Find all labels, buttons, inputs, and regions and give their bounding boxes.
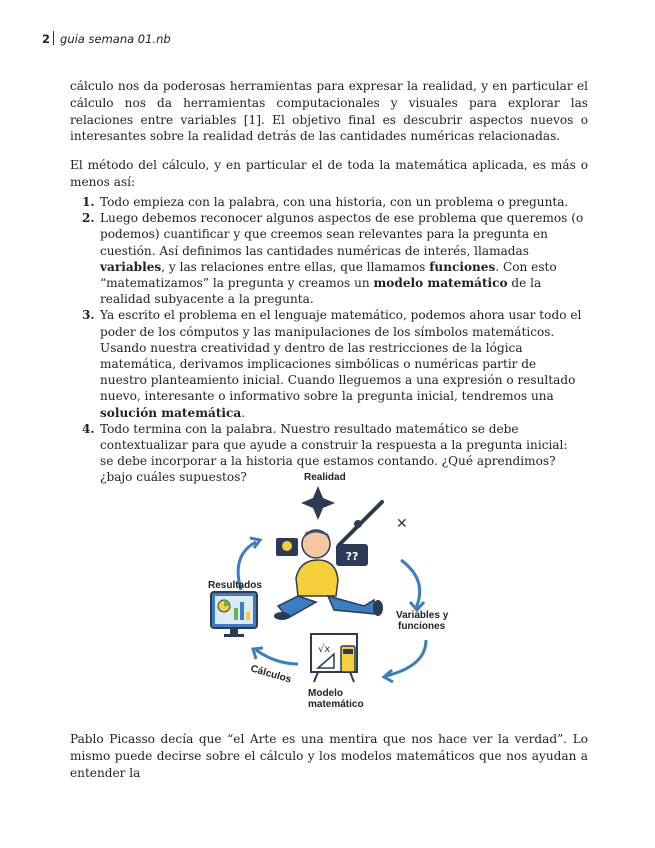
header-divider	[53, 31, 54, 45]
variables-label	[396, 610, 448, 632]
text-run: Ya escrito el problema en el lenguaje matemático, podemos ahora usar todo el poder de los cómputos y las manipulaciones de los símbolos matemáticos. Usando nuestra creatividad y dentro de las restricciones de la lógica matemática, derivamos implicaciones simbólicas o numéricas partir de nuestro planteamiento inicial. Cuando lleguemos a una expresión o resultado nuevo, interesante o informativo sobre la pregunta inicial, tendremos una	[100, 308, 582, 404]
list-item	[70, 307, 584, 420]
method-steps-list	[70, 194, 584, 486]
text-run: Luego debemos reconocer algunos aspectos de ese problema que queremos (o podemos) cuantificar y que creemos sean relevantes para la pregunta en cuestión. Así definimos las cantidades numéricas de interés, llamadas	[100, 211, 584, 258]
variables-label-line-1: Variables y	[396, 610, 449, 621]
person-body-icon	[296, 560, 338, 596]
text-run: . Con esto “matematizamos” la pregunta y creamos un	[100, 259, 557, 291]
bold-term: funciones	[429, 259, 496, 274]
text-run: Todo termina con la palabra. Nuestro resultado matemático se debe contextualizar para que ayude a construir la respuesta a la pregunta inicial: se debe incorporar a la historia que estamos contando. ¿Qué aprendimos? ¿bajo cuáles supuestos?	[100, 421, 568, 485]
list-item	[70, 210, 584, 307]
intro-paragraph-1: cálculo nos da poderosas herramientas para expresar la realidad, y en particular el cálculo nos da herramientas computacionales y visuales para explorar las relaciones entre variables [1]. El objetivo final es descubrir aspectos nuevos o interesantes sobre la realidad detrás de las cantidades numéricas relacionadas.	[70, 79, 588, 144]
text-run: .	[241, 405, 246, 420]
modelo-label-line-2: matemático	[308, 699, 364, 710]
sparkle-dot-icon	[354, 520, 362, 528]
modelo-label-line-1: Modelo	[308, 688, 343, 699]
cycle-arrow-icon	[256, 650, 298, 664]
realidad-label: Realidad	[304, 472, 346, 483]
step-text	[100, 308, 581, 419]
small-sparkle-icon: ✕	[396, 516, 408, 532]
list-item	[70, 194, 584, 210]
math-modeling-cycle-figure	[196, 468, 466, 718]
step-text	[100, 211, 583, 306]
modelo-label	[308, 688, 364, 710]
resultados-label: Resultados	[208, 580, 262, 591]
bold-term: variables	[100, 259, 162, 274]
question-marks-label: ??	[345, 550, 359, 563]
bold-term: modelo matemático	[373, 276, 508, 291]
page-number: 2	[42, 32, 51, 46]
step-number: 2.	[82, 211, 95, 226]
document-file-name: guia semana 01.nb	[60, 32, 171, 46]
step-number: 3.	[82, 308, 95, 323]
variables-label-line-2: funciones	[398, 621, 446, 632]
text-run: Todo empieza con la palabra, con una historia, con un problema o pregunta.	[100, 195, 569, 209]
bold-term: solución matemática	[100, 405, 242, 420]
step-text	[100, 195, 568, 209]
intro-paragraph-2: El método del cálculo, y en particular el de toda la matemática aplicada, es más o menos así:	[70, 158, 588, 189]
page-header	[42, 31, 171, 46]
text-run: de la realidad subyacente a la pregunta.	[100, 276, 542, 307]
person-leg-icon	[328, 596, 376, 614]
step-number: 1.	[82, 195, 95, 209]
step-number: 4.	[82, 421, 95, 436]
lightbulb-icon	[282, 541, 292, 551]
cycle-illustration	[196, 468, 466, 718]
calculos-label: Cálculos	[249, 663, 293, 686]
cycle-arrow-icon	[401, 560, 420, 608]
outro-paragraph: Pablo Picasso decía que “el Arte es una mentira que nos hace ver la verdad”. Lo mismo puede decirse sobre el cálculo y los modelos matemáticos que nos ayudan a entender la	[70, 732, 588, 780]
text-run: , y las relaciones entre ellas, que llamamos	[161, 259, 430, 274]
sparkle-star-icon	[301, 486, 335, 520]
sqrt-symbol: √x	[318, 644, 331, 655]
